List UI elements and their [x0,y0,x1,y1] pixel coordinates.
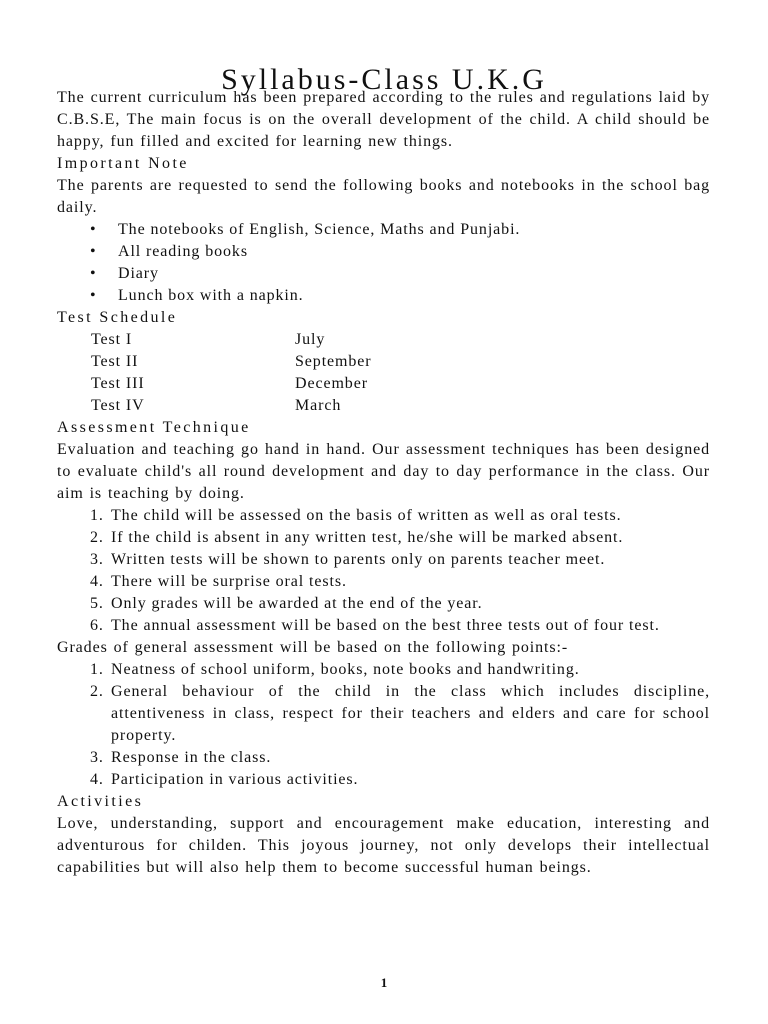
assessment-text: Evaluation and teaching go hand in hand. Our assessment techniques has been designed to evaluate child's all round development and day to day performance in the class. Our aim is teaching by doing. [57,441,710,502]
list-item: 3. Response in the class. [90,749,272,766]
important-note-text: The parents are requested to send the following books and notebooks in the school bag daily. [57,177,710,216]
list-item: • Diary [57,263,710,285]
list-item: • All reading books [57,241,710,263]
list-item: 1. The child will be assessed on the basis of written as well as oral tests. [90,507,622,524]
list-item: 4. Participation in various activities. [90,771,359,788]
grades-text: Grades of general assessment will be based on the following points:- [57,639,569,656]
test-name: Test I [91,331,133,348]
test-month: December [295,375,368,392]
test-name: Test III [91,375,145,392]
activities-text: Love, understanding, support and encouragement make education, interesting and adventurous for childen. This joyous journey, not only develops their intellectual capabilities but will also help them to become successful human beings. [57,815,710,876]
important-note-heading: Important Note [57,155,189,172]
bullet-icon: • [90,287,97,304]
list-item: • Lunch box with a napkin. [57,285,710,307]
activities-heading: Activities [57,793,144,810]
list-item: 5. Only grades will be awarded at the end of the year. [90,595,483,612]
list-item: 4. There will be surprise oral tests. [90,573,347,590]
page-number: 1 [380,975,388,990]
list-item: • The notebooks of English, Science, Maths and Punjabi. [57,219,710,241]
bullet-icon: • [90,221,97,238]
assessment-list [57,505,710,637]
list-item: 6. The annual assessment will be based on the best three tests out of four test. [90,617,660,634]
test-schedule-table [57,329,710,417]
list-item: 3. Written tests will be shown to parents only on parents teacher meet. [90,551,606,568]
test-name: Test II [91,353,139,370]
test-month: March [295,397,342,414]
important-note-list [57,219,710,307]
page-title: Syllabus-Class U.K.G [221,63,547,97]
bullet-icon: • [90,265,97,282]
intro-paragraph: The current curriculum has been prepared according to the rules and regulations laid by C.B.S.E, The main focus is on the overall development of the child. A child should be happy, fun filled and excited for learning new things. [57,89,710,150]
list-item: 2. If the child is absent in any written test, he/she will be marked absent. [90,529,624,546]
document-body [57,87,710,879]
assessment-heading: Assessment Technique [57,419,251,436]
test-month: July [295,331,326,348]
bullet-icon: • [90,243,97,260]
test-month: September [295,353,372,370]
test-schedule-heading: Test Schedule [57,309,178,326]
list-item: 1. Neatness of school uniform, books, note books and handwriting. [90,661,580,678]
list-item: 2. General behaviour of the child in the class which includes discipline, attentiveness in class, respect for their teachers and elders and care for school property. [90,683,710,744]
test-name: Test IV [91,397,145,414]
grades-list [57,659,710,791]
